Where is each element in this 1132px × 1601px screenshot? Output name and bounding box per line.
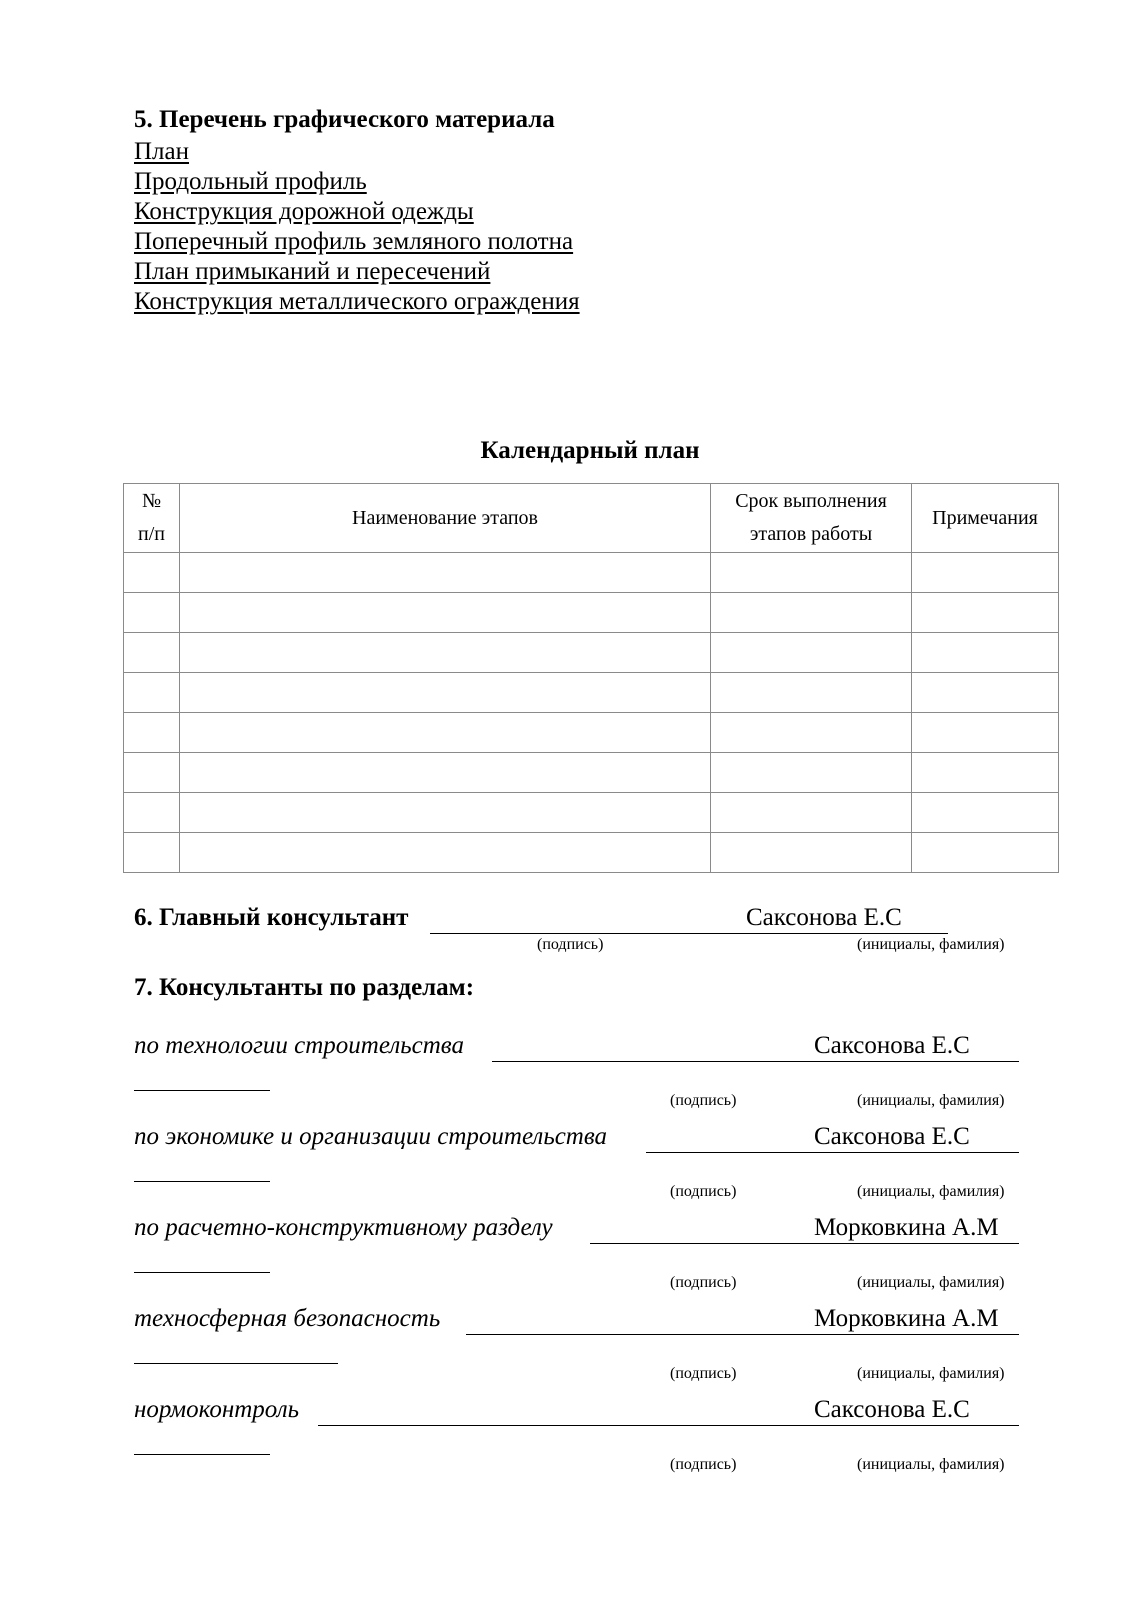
header-number [124, 484, 180, 553]
table-row [124, 633, 1059, 673]
table-cell[interactable] [711, 833, 912, 873]
table-cell[interactable] [711, 793, 912, 833]
table-row [124, 793, 1059, 833]
consultant-role: по технологии строительства [134, 1032, 464, 1059]
table-cell[interactable] [711, 553, 912, 593]
graphic-material-item: Поперечный профиль земляного полотна [134, 228, 574, 255]
table-cell[interactable] [912, 673, 1059, 713]
signature-line[interactable] [466, 1334, 1019, 1335]
calendar-header-row [124, 484, 1059, 553]
table-cell[interactable] [912, 833, 1059, 873]
consultant-name: Морковкина А.М [814, 1214, 999, 1241]
table-cell[interactable] [180, 593, 711, 633]
table-cell[interactable] [912, 793, 1059, 833]
table-cell[interactable] [124, 753, 180, 793]
name-caption: (инициалы, фамилия) [857, 1456, 1005, 1473]
consultant-role: нормоконтроль [134, 1396, 299, 1423]
table-cell[interactable] [912, 553, 1059, 593]
table-cell[interactable] [912, 713, 1059, 753]
table-cell[interactable] [180, 553, 711, 593]
table-cell[interactable] [711, 633, 912, 673]
header-deadline-line1: Срок выполнения [735, 490, 887, 512]
signature-line[interactable] [430, 933, 948, 934]
signature-line[interactable] [318, 1425, 1019, 1426]
table-cell[interactable] [711, 753, 912, 793]
table-row [124, 673, 1059, 713]
table-cell[interactable] [180, 673, 711, 713]
graphic-materials-list [134, 137, 580, 317]
consultant-role: по экономике и организации строительства [134, 1123, 608, 1150]
table-cell[interactable] [124, 713, 180, 753]
section7-heading: 7. Консультанты по разделам: [134, 974, 475, 1001]
signature-line-continuation [134, 1363, 338, 1364]
signature-line[interactable] [492, 1061, 1019, 1062]
name-caption: (инициалы, фамилия) [857, 936, 1005, 953]
table-cell[interactable] [180, 833, 711, 873]
consultant-name: Саксонова Е.С [814, 1032, 970, 1059]
consultant-role: по расчетно-конструктивному разделу [134, 1214, 553, 1241]
graphic-material-item: Конструкция металлического ограждения [134, 288, 580, 315]
header-stage-name: Наименование этапов [180, 484, 711, 553]
graphic-material-item: Конструкция дорожной одежды [134, 198, 474, 225]
consultant-name: Саксонова Е.С [746, 904, 902, 931]
table-cell[interactable] [124, 593, 180, 633]
table-cell[interactable] [180, 753, 711, 793]
signature-caption: (подпись) [670, 1365, 737, 1382]
table-row [124, 833, 1059, 873]
table-cell[interactable] [180, 633, 711, 673]
name-caption: (инициалы, фамилия) [857, 1092, 1005, 1109]
signature-caption: (подпись) [670, 1456, 737, 1473]
table-cell[interactable] [124, 673, 180, 713]
signature-caption: (подпись) [537, 936, 604, 953]
graphic-material-item: Продольный профиль [134, 168, 367, 195]
table-row [124, 753, 1059, 793]
name-caption: (инициалы, фамилия) [857, 1183, 1005, 1200]
graphic-material-item: План [134, 138, 190, 165]
signature-line-continuation [134, 1272, 270, 1273]
signature-caption: (подпись) [670, 1092, 737, 1109]
table-cell[interactable] [180, 713, 711, 753]
table-cell[interactable] [711, 593, 912, 633]
signature-line-continuation [134, 1181, 270, 1182]
name-caption: (инициалы, фамилия) [857, 1274, 1005, 1291]
table-cell[interactable] [711, 673, 912, 713]
signature-line-continuation [134, 1090, 270, 1091]
consultant-name: Саксонова Е.С [814, 1396, 970, 1423]
header-deadline-line2: этапов работы [749, 523, 873, 545]
calendar-table [123, 483, 1059, 873]
table-cell[interactable] [180, 793, 711, 833]
table-cell[interactable] [711, 713, 912, 753]
header-number-line1: № [141, 490, 162, 512]
name-caption: (инициалы, фамилия) [857, 1365, 1005, 1382]
table-row [124, 593, 1059, 633]
header-number-line2: п/п [138, 523, 165, 545]
table-row [124, 553, 1059, 593]
section5-heading: 5. Перечень графического материала [134, 106, 555, 133]
signature-line[interactable] [590, 1243, 1019, 1244]
signature-caption: (подпись) [670, 1274, 737, 1291]
consultant-name: Морковкина А.М [814, 1305, 999, 1332]
table-cell[interactable] [124, 553, 180, 593]
consultant-name: Саксонова Е.С [814, 1123, 970, 1150]
header-deadline [711, 484, 912, 553]
signature-caption: (подпись) [670, 1183, 737, 1200]
signature-line-continuation [134, 1454, 270, 1455]
table-cell[interactable] [912, 753, 1059, 793]
calendar-title: Календарный план [480, 437, 700, 464]
table-cell[interactable] [124, 793, 180, 833]
table-cell[interactable] [124, 833, 180, 873]
table-row [124, 713, 1059, 753]
signature-line[interactable] [646, 1152, 1019, 1153]
table-cell[interactable] [124, 633, 180, 673]
section6-heading: 6. Главный консультант [134, 904, 409, 931]
consultant-role: техносферная безопасность [134, 1305, 441, 1332]
table-cell[interactable] [912, 633, 1059, 673]
table-cell[interactable] [912, 593, 1059, 633]
graphic-material-item: План примыканий и пересечений [134, 258, 491, 285]
header-notes: Примечания [912, 484, 1059, 553]
